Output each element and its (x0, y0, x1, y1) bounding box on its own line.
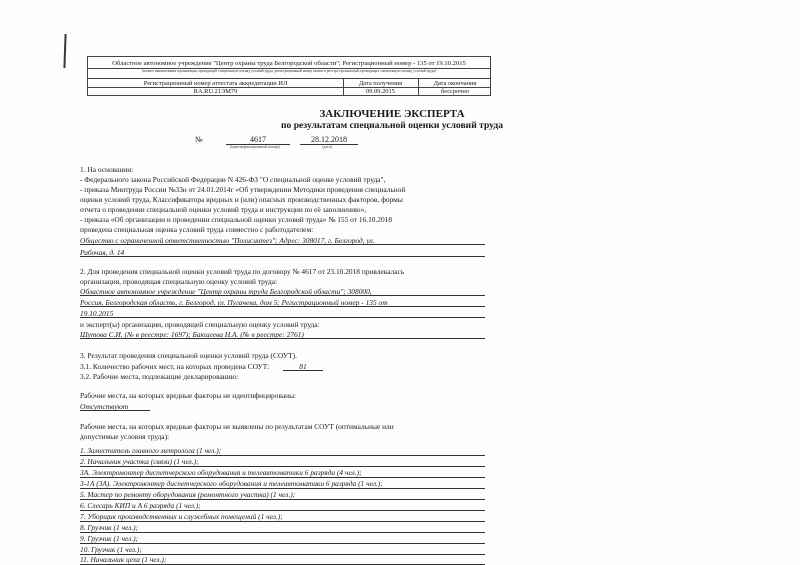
workplace-count-value: 81 (283, 363, 323, 371)
section1-line: оценки условий труда, Классификатора вредных и (или) опасных производственных факторов, формы (80, 195, 403, 204)
list-item: 5. Мастер по ремонту оборудования (ремонтного участка) (1 чел.); (80, 491, 485, 500)
assessment-organization: Россия, Белгородская область, г. Белгород, ул. Пугачева, дом 5; Регистрационный номер - 135 от (80, 299, 485, 307)
expert-conclusion-number: 4617 (226, 135, 290, 145)
section1-line: - Федерального закона Российской Федерации N 426-ФЗ "О специальной оценке условий труда", (80, 175, 386, 184)
assessment-organization: 19.10.2015 (80, 310, 485, 318)
list-item: 10. Грузчик (1 чел.); (80, 546, 485, 555)
document-title: ЗАКЛЮЧЕНИЕ ЭКСПЕРТА (319, 108, 465, 120)
unidentified-label: Рабочие места, на которых вредные факторы не идентифицированы: (80, 391, 297, 400)
attestat-number: RA.RU.21ЭМ79 (193, 88, 238, 95)
organization-header-box (87, 56, 491, 96)
list-item: 7. Уборщик производственных и служебных помещений (1 чел.); (80, 513, 485, 522)
number-caption: (идентификационный номер) (230, 144, 280, 149)
list-item: 3-1А (3А). Электромонтер диспетчерского оборудования и телеавтоматики 6 разряда (1 чел.); (80, 480, 485, 489)
not-found-label: Рабочие места, на которых вредные факторы не выявлены по результатам СОУТ (оптимальные или (80, 422, 394, 431)
employer-address: Рабочая, д. 14 (80, 249, 485, 257)
section2-line: 2. Для проведения специальной оценки условий труда по договору № 4617 от 23.10.2018 привлекалась (80, 267, 405, 276)
list-item: 2. Начальник участка (связи) (1 чел.); (80, 458, 485, 467)
expiry-column-header: Дата окончания (433, 80, 477, 87)
not-found-label: допустимые условия труда): (80, 432, 170, 441)
section2-line: организация, проводящая специальную оценку условий труда: (80, 277, 278, 286)
attestat-column-header: Регистрационный номер аттестата аккредитации ИЛ (143, 80, 288, 87)
section1-heading: 1. На основании: (80, 165, 134, 174)
list-item: 11. Начальник цеха (1 чел.); (80, 556, 485, 565)
employer-name: Общество с ограниченной ответственностью "Полисинтез"; Адрес: 308017, г. Белгород, ул. (80, 237, 485, 245)
date-caption: (дата) (322, 144, 332, 149)
expiry-date: бессрочно (441, 88, 469, 95)
header-row-divider (88, 78, 490, 79)
number-prefix: № (195, 135, 203, 144)
list-item: 6. Слесарь КИП и А 6 разряда (1 чел.); (80, 502, 485, 511)
assessment-organization: Областное автономное учреждение "Центр охраны труда Белгородской области"; 308000, (80, 288, 485, 296)
list-item: 1. Заместитель главного метролога (1 чел.); (80, 447, 485, 456)
section3-heading: 3. Результат проведения специальной оценки условий труда (СОУТ). (80, 351, 297, 360)
list-item: 9. Грузчик (1 чел.); (80, 535, 485, 544)
list-item: 8. Грузчик (1 чел.); (80, 524, 485, 533)
list-item: 3А. Электромонтер диспетчерского оборудования и телеавтоматики 6 разряда (4 чел.); (80, 469, 485, 478)
experts-label: и эксперт(ы) организации, проводящей специальную оценку условий труда: (80, 320, 320, 329)
organization-caption: (полное наименование организации, проводящей специальную оценку условий труда, регистрационный номер записи в реестре организаций, проводящих специальную оценку условий труда) (141, 69, 437, 73)
organization-name: Областное автономное учреждение "Центр охраны труда Белгородской области"; Регистрационный номер - 135 от 19.10.2015 (112, 60, 466, 67)
date-received: 09.09.2015 (366, 88, 395, 95)
declaration-label: 3.2. Рабочие места, подлежащие декларированию: (80, 372, 239, 381)
section1-line: проведена специальная оценка условий труда совместно с работодателем: (80, 225, 314, 234)
workplace-count-label: 3.1. Количество рабочих мест, на которых проведена СОУТ: (80, 362, 270, 371)
section1-line: - приказа Минтруда России №33н от 24.01.2014г «Об утверждении Методики проведения специальной (80, 185, 406, 194)
section1-line: отчета о проведении специальной оценки условий труда и инструкции по её заполнению», (80, 205, 367, 214)
section1-line: - приказа «Об организации и проведении специальной оценки условий труда» № 155 от 16.10.2018 (80, 215, 393, 224)
expert-conclusion-date: 28.12.2018 (300, 135, 358, 145)
date-received-column-header: Дата получения (358, 80, 403, 87)
document-subtitle: по результатам специальной оценки условий труда (280, 120, 504, 131)
unidentified-value: Отсутствуют (80, 403, 150, 411)
experts-list: Шутова С.И. (№ в реестре: 1697); Бакшеева Н.А. (№ в реестре: 2761) (80, 331, 485, 339)
